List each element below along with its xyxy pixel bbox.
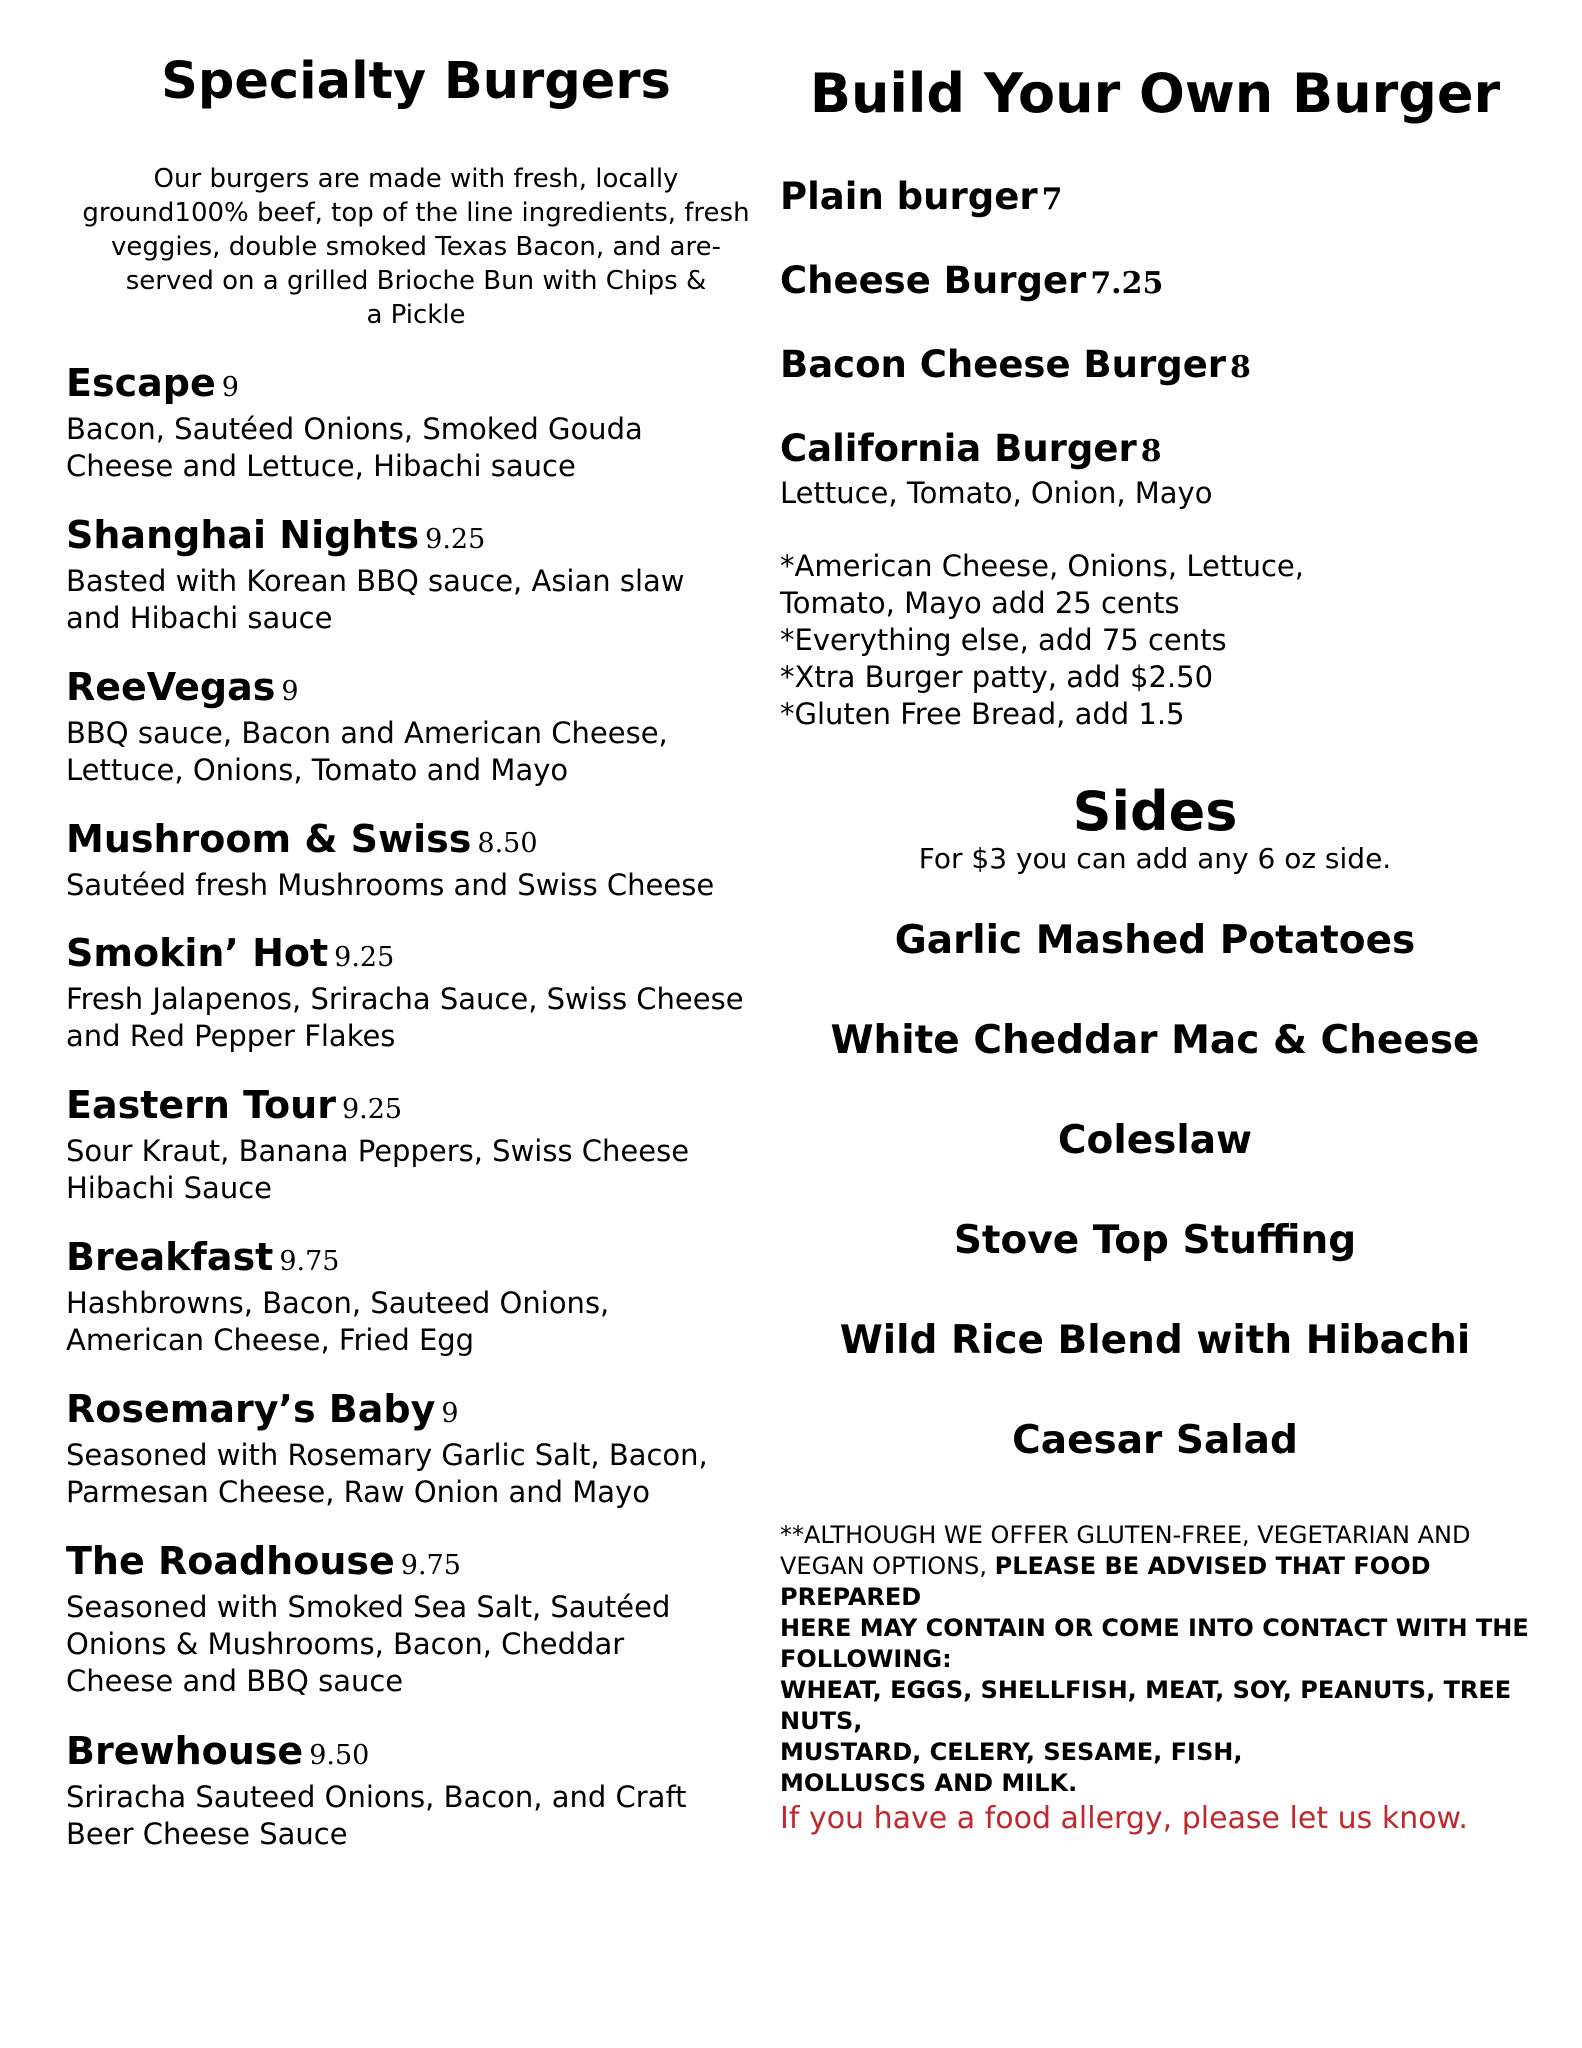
allergy-line	[780, 1613, 1540, 1644]
item-desc	[66, 411, 786, 485]
allergy-line	[780, 1551, 1540, 1613]
desc-line: Sautéed fresh Mushrooms and Swiss Cheese	[66, 868, 715, 902]
side-item: Wild Rice Blend with Hibachi	[839, 1318, 1471, 1363]
desc-line: Hashbrowns, Bacon, Sauteed Onions,	[66, 1286, 610, 1320]
desc-line: Lettuce, Onions, Tomato and Mayo	[66, 753, 569, 787]
allergy-text-bold: MUSTARD, CELERY, SESAME, FISH,	[780, 1738, 1243, 1766]
item-desc	[66, 1779, 786, 1853]
item-desc	[66, 1285, 786, 1359]
menu-item-the-roadhouse	[66, 1538, 786, 1700]
allergy-text-bold: HERE MAY CONTAIN OR COME INTO CONTACT WITH THE	[780, 1614, 1529, 1642]
desc-line: Sour Kraut, Banana Peppers, Swiss Cheese	[66, 1134, 690, 1168]
item-price: 9	[221, 372, 239, 403]
note-line: *Everything else, add 75 cents	[780, 623, 1227, 657]
item-desc	[66, 1589, 786, 1700]
intro-line: served on a grilled Brioche Bun with Chips &	[125, 266, 707, 296]
allergy-text-bold: MOLLUSCS AND MILK.	[780, 1769, 1078, 1797]
byo-item-bacon-cheese	[780, 342, 1540, 391]
item-name: Eastern Tour	[66, 1083, 336, 1127]
note-line: *American Cheese, Onions, Lettuce,	[780, 549, 1304, 583]
add-on-notes	[780, 548, 1540, 733]
desc-line: Cheese and BBQ sauce	[66, 1664, 404, 1698]
desc-line: Seasoned with Rosemary Garlic Salt, Bacon,	[66, 1438, 708, 1472]
intro-line: Our burgers are made with fresh, locally	[153, 164, 679, 194]
item-name: Bacon Cheese Burger	[780, 343, 1227, 386]
desc-line: Basted with Korean BBQ sauce, Asian slaw	[66, 564, 685, 598]
item-desc	[66, 981, 786, 1055]
desc-line: BBQ sauce, Bacon and American Cheese,	[66, 716, 668, 750]
specialty-burgers-title: Specialty Burgers	[161, 52, 671, 111]
allergy-text-bold: PLEASE BE ADVISED THAT FOOD PREPARED	[780, 1552, 1431, 1611]
item-price: 8	[1230, 350, 1251, 385]
side-item: White Cheddar Mac & Cheese	[830, 1018, 1480, 1063]
item-price: 7.25	[1090, 266, 1164, 301]
item-price: 8	[1140, 434, 1162, 469]
menu-item-mushroom-swiss	[66, 816, 786, 904]
item-price: 9.25	[425, 524, 486, 555]
item-name: ReeVegas	[66, 665, 276, 709]
menu-item-reevegas	[66, 664, 786, 789]
item-desc: Lettuce, Tomato, Onion, Mayo	[780, 476, 1213, 510]
item-desc	[66, 1133, 786, 1207]
item-name: Brewhouse	[66, 1729, 304, 1773]
side-item: Garlic Mashed Potatoes	[894, 918, 1416, 963]
item-desc	[66, 715, 786, 789]
item-name: The Roadhouse	[66, 1539, 395, 1583]
item-price: 9	[281, 676, 299, 707]
allergy-text-bold: FOLLOWING:	[780, 1645, 952, 1673]
allergy-line	[780, 1768, 1540, 1799]
side-item: Coleslaw	[1057, 1118, 1253, 1163]
desc-line: and Red Pepper Flakes	[66, 1019, 396, 1053]
allergy-request: If you have a food allergy, please let us know.	[780, 1801, 1468, 1836]
desc-line: Onions & Mushrooms, Bacon, Cheddar	[66, 1627, 625, 1661]
menu-item-eastern-tour	[66, 1082, 786, 1207]
intro-line: ground100% beef, top of the line ingredients, fresh	[82, 198, 750, 228]
desc-line: Cheese and Lettuce, Hibachi sauce	[66, 449, 576, 483]
desc-line: Seasoned with Smoked Sea Salt, Sautéed	[66, 1590, 671, 1624]
allergy-line: **ALTHOUGH WE OFFER GLUTEN-FREE, VEGETARIAN AND	[780, 1521, 1471, 1549]
side-item: Caesar Salad	[1012, 1418, 1298, 1463]
sides-subtitle: For $3 you can add any 6 oz side.	[918, 842, 1392, 875]
item-name: Smokin’ Hot	[66, 931, 329, 975]
specialty-burgers-intro	[66, 162, 766, 332]
menu-item-brewhouse	[66, 1728, 786, 1853]
item-name: Plain burger	[780, 175, 1038, 218]
allergy-line	[780, 1644, 1540, 1675]
menu-item-shanghai-nights	[66, 512, 786, 637]
build-your-own-title: Build Your Own Burger	[809, 62, 1501, 125]
desc-line: Hibachi Sauce	[66, 1171, 272, 1205]
item-name: Rosemary’s Baby	[66, 1387, 436, 1431]
item-name: Escape	[66, 361, 216, 405]
item-price: 9.50	[309, 1740, 370, 1771]
menu-item-smokin-hot	[66, 930, 786, 1055]
side-item: Stove Top Stuffing	[953, 1218, 1357, 1263]
menu-item-breakfast	[66, 1234, 786, 1359]
intro-line: veggies, double smoked Texas Bacon, and are-	[111, 232, 721, 262]
item-price: 9	[441, 1398, 459, 1429]
desc-line: and Hibachi sauce	[66, 601, 333, 635]
allergy-notice	[780, 1520, 1540, 1839]
desc-line: American Cheese, Fried Egg	[66, 1323, 475, 1357]
desc-line: Sriracha Sauteed Onions, Bacon, and Craft	[66, 1780, 687, 1814]
item-desc	[66, 867, 786, 904]
note-line: *Xtra Burger patty, add $2.50	[780, 660, 1214, 694]
item-desc	[66, 1437, 786, 1511]
desc-line: Bacon, Sautéed Onions, Smoked Gouda	[66, 412, 643, 446]
item-name: Shanghai Nights	[66, 513, 420, 557]
item-name: Cheese Burger	[780, 259, 1087, 302]
sides-title: Sides	[1072, 780, 1238, 843]
byo-item-california	[780, 426, 1540, 511]
menu-item-rosemarys-baby	[66, 1386, 786, 1511]
allergy-line	[780, 1737, 1540, 1768]
allergy-text-bold: WHEAT, EGGS, SHELLFISH, MEAT, SOY, PEANUTS, TREE NUTS,	[780, 1676, 1512, 1735]
menu-item-escape	[66, 360, 786, 485]
item-price: 9.75	[279, 1246, 340, 1277]
item-price: 9.75	[400, 1550, 461, 1581]
desc-line: Parmesan Cheese, Raw Onion and Mayo	[66, 1475, 650, 1509]
desc-line: Fresh Jalapenos, Sriracha Sauce, Swiss Cheese	[66, 982, 744, 1016]
item-name: Mushroom & Swiss	[66, 817, 472, 861]
byo-item-plain	[780, 174, 1540, 223]
item-name: Breakfast	[66, 1235, 274, 1279]
item-desc	[66, 563, 786, 637]
allergy-line	[780, 1675, 1540, 1737]
item-price: 9.25	[341, 1094, 403, 1125]
item-price: 7	[1041, 182, 1063, 217]
allergy-text: VEGAN OPTIONS,	[780, 1552, 995, 1580]
note-line: Tomato, Mayo add 25 cents	[780, 586, 1180, 620]
intro-line: a Pickle	[366, 300, 466, 330]
note-line: *Gluten Free Bread, add 1.5	[780, 697, 1185, 731]
item-price: 9.25	[334, 942, 395, 973]
item-name: California Burger	[780, 427, 1137, 470]
desc-line: Beer Cheese Sauce	[66, 1817, 348, 1851]
item-price: 8.50	[477, 828, 538, 859]
byo-item-cheese	[780, 258, 1540, 307]
